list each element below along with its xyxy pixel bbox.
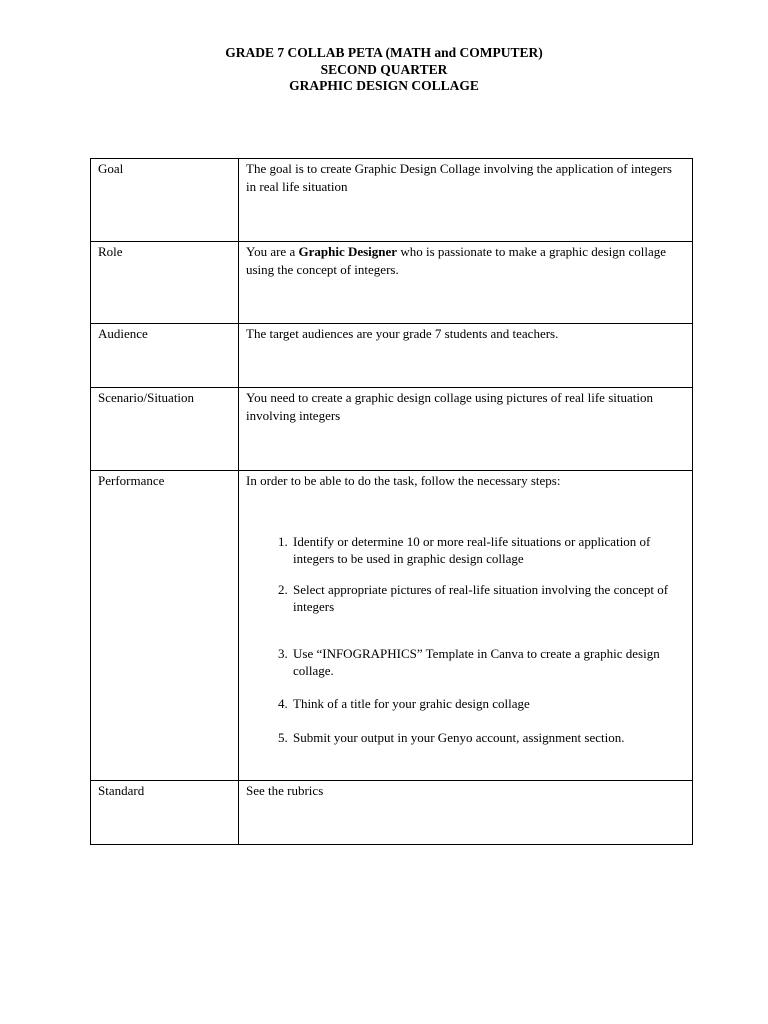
list-item: 5. Submit your output in your Genyo account, assignment section. — [291, 730, 685, 747]
row-content-performance — [239, 471, 693, 781]
header-subtitle: GRAPHIC DESIGN COLLAGE — [289, 78, 479, 93]
list-item: 4. Think of a title for your grahic design collage — [291, 696, 685, 713]
row-content-audience: The target audiences are your grade 7 students and teachers. — [239, 324, 693, 388]
header-quarter: SECOND QUARTER — [320, 61, 448, 77]
row-label-scenario: Scenario/Situation — [91, 388, 239, 471]
table-row-goal — [91, 159, 693, 242]
row-label-performance: Performance — [91, 471, 239, 781]
row-content-goal: The goal is to create Graphic Design Collage involving the application of integers in real life situation — [239, 159, 693, 242]
list-item: 2. Select appropriate pictures of real-life situation involving the concept of integers — [291, 582, 685, 615]
role-text-before: You are a — [246, 244, 299, 259]
list-item: 1. Identify or determine 10 or more real-life situations or application of integers to be used in graphic design collage — [291, 534, 685, 567]
role-text-after: who is passionate to make a graphic design collage using the concept of integers. — [246, 244, 667, 277]
document-header — [0, 45, 768, 95]
row-content-scenario: You need to create a graphic design collage using pictures of real life situation involving integers — [239, 388, 693, 471]
row-content-standard: See the rubrics — [239, 781, 693, 845]
table-row-standard — [91, 781, 693, 845]
row-label-role: Role — [91, 242, 239, 324]
row-label-audience: Audience — [91, 324, 239, 388]
table-row-performance — [91, 471, 693, 781]
performance-intro: In order to be able to do the task, follow the necessary steps: — [246, 473, 561, 488]
row-label-goal: Goal — [91, 159, 239, 242]
table-row-audience — [91, 324, 693, 388]
list-item: 3. Use “INFOGRAPHICS” Template in Canva to create a graphic design collage. — [291, 646, 685, 679]
row-label-standard: Standard — [91, 781, 239, 845]
table-row-scenario — [91, 388, 693, 471]
grasps-table — [90, 158, 693, 845]
table-row-role — [91, 242, 693, 324]
header-title: GRADE 7 COLLAB PETA (MATH and COMPUTER) — [225, 45, 543, 60]
steps-list — [246, 534, 685, 746]
role-text-bold: Graphic Designer — [298, 244, 398, 259]
row-content-role — [239, 242, 693, 324]
